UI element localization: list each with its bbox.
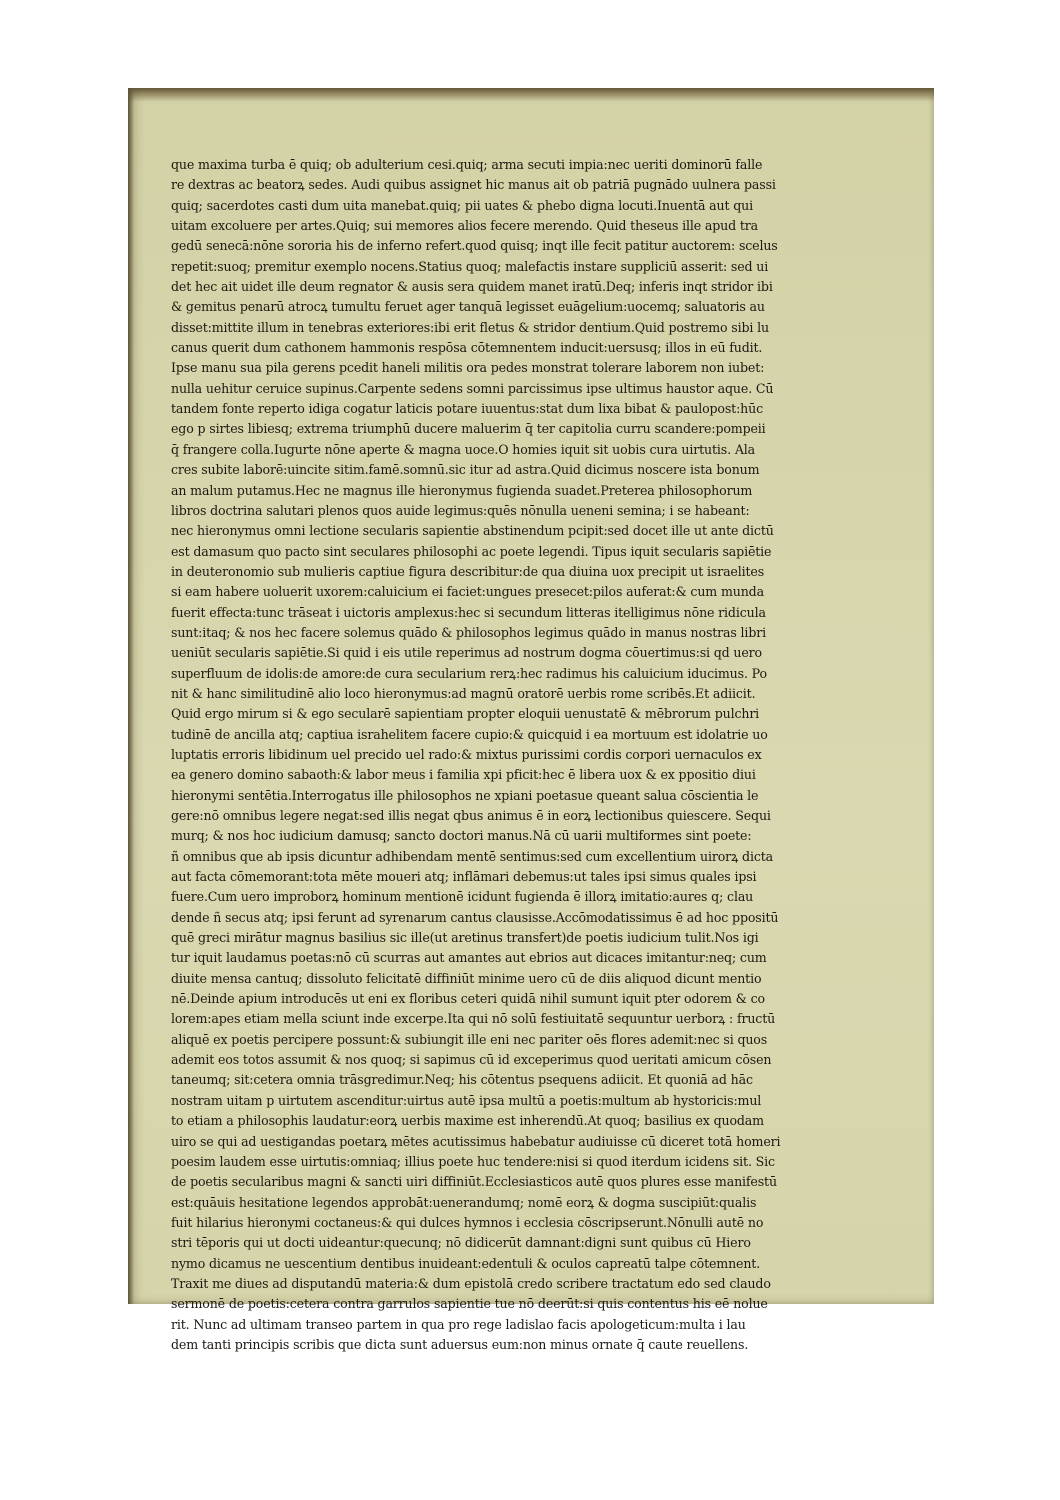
- text-line: ademit eos totos assumit & nos quoq; si sapimus cū id exceperimus quod ueritati amicum cōsen: [171, 1052, 772, 1068]
- text-line: tur iquit laudamus poetas:nō cū scurras aut amantes aut ebrios aut dicaces imitantur:neq; cum: [171, 950, 767, 966]
- text-line: dende ñ secus atq; ipsi ferunt ad syrenarum cantus clausisse.Accōmodatissimus ē ad hoc ppositū: [171, 909, 779, 925]
- text-line: quē greci mirātur magnus basilius sic ille(ut aretinus transfert)de poetis iudicium tulit.Nos igi: [171, 930, 759, 946]
- text-line: sermonē de poetis:cetera contra garrulos sapientie tue nō deerūt:si quis contentus his eē nolue: [171, 1296, 768, 1312]
- text-line: q̄ frangere colla.Iugurte nōne aperte & magna uoce.O homies iquit sit uobis cura uirtutis. Ala: [171, 441, 755, 457]
- text-line: stri tēporis qui ut docti uideantur:quecunq; nō didicerūt damnant:digni sunt quibus cū Hiero: [171, 1235, 751, 1251]
- text-line: lorem:apes etiam mella sciunt inde excerpe.Ita qui nō solū festiuitatē sequuntur uerborꝝ : fructū: [171, 1011, 776, 1027]
- text-line: fuerit effecta:tunc trāseat i uictoris amplexus:hec si secundum litteras itelligimus nōne ridicula: [171, 604, 766, 620]
- text-line: sunt:itaq; & nos hec facere solemus quādo & philosophos legimus quādo in manus nostras libri: [171, 624, 766, 640]
- text-line: to etiam a philosophis laudatur:eorꝝ uerbis maxime est inherendū.At quoq; basilius ex quodam: [171, 1113, 764, 1129]
- text-line: aliquē ex poetis percipere possunt:& subiungit ille eni nec pariter oēs flores ademit:nec si quos: [171, 1031, 768, 1047]
- text-line: taneumq; sit:cetera omnia trāsgredimur.Neq; his cōtentus psequens adiicit. Et quoniā ad hāc: [171, 1072, 753, 1088]
- text-line: repetit:suoq; premitur exemplo nocens.Statius quoq; malefactis instare suppliciū asserit: sed ui: [171, 258, 769, 274]
- text-line: dem tanti principis scribis que dicta sunt aduersus eum:non minus ornate q̄ caute reuellens.: [171, 1336, 749, 1352]
- text-line: in deuteronomio sub mulieris captiue figura describitur:de qua diuina uox precipit ut israelites: [171, 563, 765, 579]
- page-text: [171, 155, 861, 1355]
- text-line: hieronymi sentētia.Interrogatus ille philosophos ne xpiani poetasue queant salua cōscientia le: [171, 787, 759, 803]
- text-line: Quid ergo mirum si & ego secularē sapientiam propter eloquii uenustatē & mēbrorum pulchri: [171, 706, 760, 722]
- text-line: superfluum de idolis:de amore:de cura secularium rerꝝ:hec radimus his caluicium iducimus. Po: [171, 665, 767, 681]
- text-line: ñ omnibus que ab ipsis dicuntur adhibendam mentē sentimus:sed cum excellentium uirorꝝ dicta: [171, 848, 773, 864]
- text-line: quiq; sacerdotes casti dum uita manebat.quiq; pii uates & phebo digna locuti.Inuentā aut qui: [171, 197, 753, 213]
- text-line: re dextras ac beatorꝝ sedes. Audi quibus assignet hic manus ait ob patriā pugnādo uulnera passi: [171, 177, 776, 193]
- text-line: & gemitus penarū atrocꝝ tumultu feruet ager tanquā legisset euāgelium:uocemq; saluatoris au: [171, 299, 765, 315]
- text-line: fuere.Cum uero improborꝝ hominum mentionē icidunt fugienda ē illorꝝ imitatio:aures q; clau: [171, 889, 754, 905]
- text-line: nit & hanc similitudinē alio loco hieronymus:ad magnū oratorē uerbis rome scribēs.Et adiicit.: [171, 685, 756, 701]
- text-line: ea genero domino sabaoth:& labor meus i familia xpi pficit:hec ē libera uox & ex ppositio diui: [171, 767, 756, 783]
- text-line: tudinē de ancilla atq; captiua israhelitem facere cupio:& quicquid i ea mortuum est idolatrie uo: [171, 726, 768, 742]
- text-line: nostram uitam p uirtutem ascenditur:uirtus autē ipsa multū a poetis:multum ab hystoricis:mul: [171, 1092, 762, 1108]
- text-line: nec hieronymus omni lectione secularis sapientie abstinendum pcipit:sed docet ille ut ante dictū: [171, 523, 774, 539]
- text-line: est damasum quo pacto sint seculares philosophi ac poete legendi. Tipus iquit secularis sapiētie: [171, 543, 772, 559]
- text-line: Traxit me diues ad disputandū materia:& dum epistolā credo scribere tractatum edo sed claudo: [171, 1275, 771, 1291]
- text-line: ego p sirtes libiesq; extrema triumphū ducere maluerim q̄ ter capitolia curru scandere:pompeii: [171, 421, 766, 437]
- text-line: de poetis secularibus magni & sancti uiri diffiniūt.Ecclesiasticos autē quos plures esse manifestū: [171, 1174, 777, 1190]
- text-line: ueniūt secularis sapiētie.Si quid i eis utile reperimus ad nostrum dogma cōuertimus:si qd uero: [171, 645, 762, 661]
- text-line: an malum putamus.Hec ne magnus ille hieronymus fugienda suadet.Preterea philosophorum: [171, 482, 753, 498]
- text-line: si eam habere uoluerit uxorem:caluicium ei faciet:ungues presecet:pilos auferat:& cum munda: [171, 584, 764, 600]
- text-line: rit. Nunc ad ultimam transeo partem in qua pro rege ladislao facis apologeticum:multa i lau: [171, 1316, 746, 1332]
- text-line: uiro se qui ad uestigandas poetarꝝ mētes acutissimus habebatur audiuisse cū diceret totā homeri: [171, 1133, 781, 1149]
- text-line: fuit hilarius hieronymi coctaneus:& qui dulces hymnos i ecclesia cōscripserunt.Nōnulli autē no: [171, 1214, 764, 1230]
- text-line: tandem fonte reperto idiga cogatur laticis potare iuuentus:stat dum lixa bibat & paulopost:hūc: [171, 401, 764, 417]
- text-line: gedū senecā:nōne sororia his de inferno refert.quod quisq; inqt ille fecit patitur auctorem: scelus: [171, 238, 778, 254]
- text-line: libros doctrina salutari plenos quos auide legimus:quēs nōnulla ueneni semina; i se habeant:: [171, 502, 750, 518]
- text-line: uitam excoluere per artes.Quiq; sui memores alios fecere merendo. Quid theseus ille apud tra: [171, 218, 759, 234]
- text-line: nymo dicamus ne uescentium dentibus inuideant:edentuli & oculos capreatū talpe cōtemnent.: [171, 1255, 761, 1271]
- text-line: cres subite laborē:uincite sitim.famē.somnū.sic itur ad astra.Quid dicimus noscere ista bonum: [171, 462, 760, 478]
- text-line: nē.Deinde apium introducēs ut eni ex floribus ceteri quidā nihil sumunt iquit pter odorem & co: [171, 991, 765, 1007]
- text-line: nulla uehitur ceruice supinus.Carpente sedens somni parcissimus ipse ultimus haustor aque. Cū: [171, 380, 774, 396]
- text-line: canus querit dum cathonem hammonis respōsa cōtemnentem inducit:uersusq; illos in eū fudit.: [171, 340, 763, 356]
- text-line: luptatis erroris libidinum uel precido uel rado:& mixtus purissimi cordis corpori uernaculos ex: [171, 746, 762, 762]
- text-line: que maxima turba ē quiq; ob adulterium cesi.quiq; arma secuti impia:nec ueriti dominorū falle: [171, 157, 763, 172]
- text-line: murq; & nos hoc iudicium damusq; sancto doctori manus.Nā cū uarii multiformes sint poete:: [171, 828, 752, 844]
- text-line: poesim laudem esse uirtutis:omniaq; illius poete huc tendere:nisi si quod iterdum icidens sit. Sic: [171, 1153, 775, 1169]
- text-line: diuite mensa cantuq; dissoluto felicitatē diffiniūt minime uero cū de diis aliquod dicunt mentio: [171, 970, 762, 986]
- text-line: est:quāuis hesitatione legendos approbāt:uenerandumq; nomē eorꝝ & dogma suscipiūt:qualis: [171, 1194, 757, 1210]
- text-line: det hec ait uidet ille deum regnator & ausis sera quidem manet iratū.Deq; inferis inqt stridor ibi: [171, 279, 773, 295]
- text-line: disset:mittite illum in tenebras exteriores:ibi erit fletus & stridor dentium.Quid postremo sibi lu: [171, 319, 769, 335]
- text-line: Ipse manu sua pila gerens pcedit haneli militis ora pedes monstrat tolerare laborem non iubet:: [171, 360, 765, 376]
- text-line: gere:nō omnibus legere negat:sed illis negat qbus animus ē in eorꝝ lectionibus quiescere. Sequi: [171, 808, 771, 823]
- text-line: aut facta cōmemorant:tota mēte moueri atq; inflāmari debemus:ut tales ipsi simus quales ipsi: [171, 869, 757, 885]
